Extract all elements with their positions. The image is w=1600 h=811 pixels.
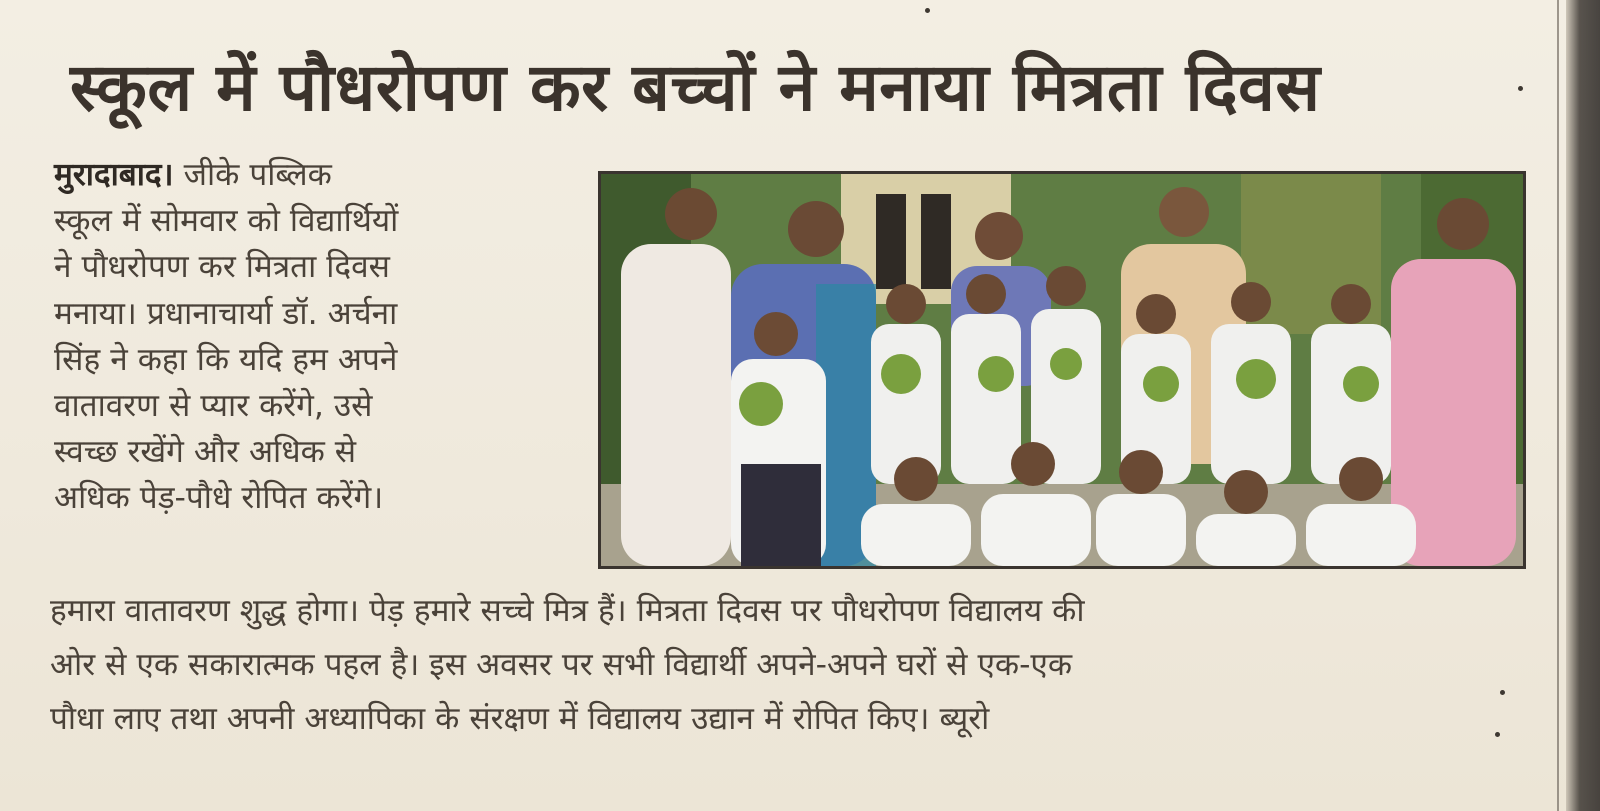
article-line: स्कूल में सोमवार को विद्यार्थियों (54, 203, 399, 240)
article-dateline: मुरादाबाद। (54, 157, 174, 193)
article-line (54, 152, 566, 198)
article-headline: स्कूल में पौधरोपण कर बच्चों ने मनाया मित्रता दिवस (70, 49, 1321, 126)
article-line: मनाया। प्रधानाचार्या डॉ. अर्चना (54, 295, 398, 332)
article-line: अधिक पेड़-पौधे रोपित करेंगे। (54, 480, 384, 517)
article-line: वातावरण से प्यार करेंगे, उसे (54, 388, 373, 425)
column-rule (1557, 0, 1559, 811)
group-photo-icon (601, 174, 1523, 566)
article-line: पौधा लाए तथा अपनी अध्यापिका के संरक्षण में विद्यालय उद्यान में रोपित किए। ब्यूरो (50, 701, 990, 737)
article-line: हमारा वातावरण शुद्ध होगा। पेड़ हमारे सच्चे मित्र हैं। मित्रता दिवस पर पौधरोपण विद्यालय की (50, 593, 1085, 629)
article-line: स्वच्छ रखेंगे और अधिक से (54, 434, 357, 471)
article-column-text (54, 152, 566, 522)
ink-speck (1500, 690, 1505, 695)
article-line: सिंह ने कहा कि यदि हम अपने (54, 341, 398, 378)
ink-speck (925, 8, 930, 13)
article-line: ने पौधरोपण कर मित्रता दिवस (54, 249, 390, 286)
ink-speck (1518, 86, 1523, 91)
page-edge (1566, 0, 1600, 811)
article-body-text (50, 584, 1550, 746)
group-photo (598, 171, 1526, 569)
article-line: ओर से एक सकारात्मक पहल है। इस अवसर पर सभी विद्यार्थी अपने-अपने घरों से एक-एक (50, 647, 1073, 683)
article-line-text: जीके पब्लिक (173, 157, 332, 193)
ink-speck (1495, 732, 1500, 737)
